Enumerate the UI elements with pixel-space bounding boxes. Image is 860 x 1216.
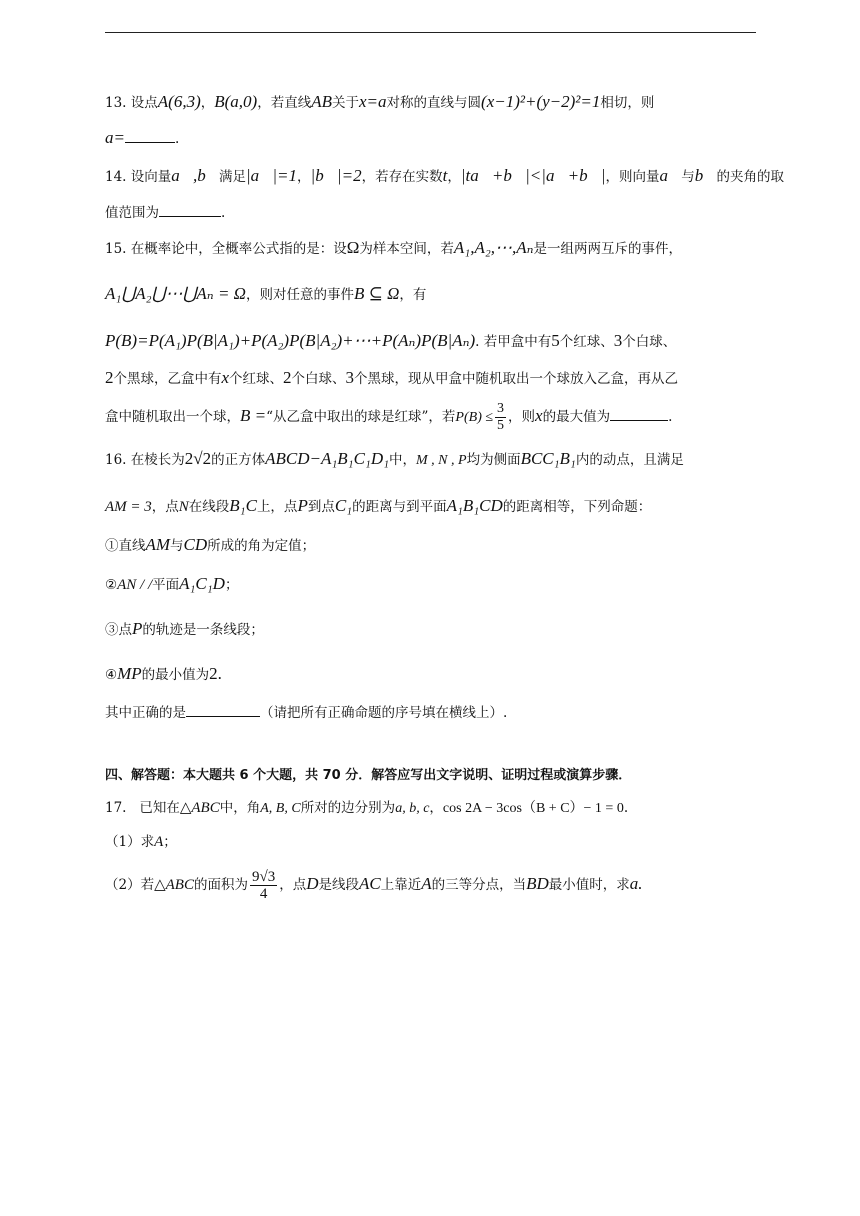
- proposition-3: ③点P的轨迹是一条线段；: [105, 619, 264, 638]
- q15-line1: 15. 在概率论中，全概率公式指的是：设Ω为样本空间，若A₁,A₂,⋯,Aₙ是一组两两互斥的事件，: [105, 238, 683, 257]
- q17-part2: （2）若△ABC的面积为 $\frac{9√3}{4}$ ，点D是线段AC上靠近A的三等分点，当BD最小值时，求a.: [105, 869, 643, 902]
- q16-number: 16.: [105, 452, 127, 468]
- q13-number: 13.: [105, 95, 127, 111]
- fraction: $\frac{3}{5}$: [497, 401, 505, 433]
- q16-line2: AM = 3，点N在线段B₁C上，点P到点C₁的距离与到平面A₁B₁CD的距离相等，下列命题：: [105, 496, 652, 515]
- answer-blank[interactable]: [159, 202, 221, 217]
- q14-number: 14.: [105, 169, 127, 185]
- answer-blank[interactable]: [610, 406, 668, 421]
- equation: cos 2A − 3cos（B + C）− 1 = 0: [442, 801, 624, 816]
- q17-number: 17.: [105, 800, 127, 816]
- total-probability-formula: P(B)=P(A₁)P(B|A₁)+P(A₂)P(B|A₂)+⋯+P(Aₙ)P(B|Aₙ): [105, 331, 476, 350]
- proposition-2: ②AN / /平面A₁C₁D；: [105, 574, 239, 593]
- answer-blank[interactable]: [186, 702, 260, 717]
- q13-line2: a= .: [105, 128, 180, 147]
- q15-line5: 盒中随机取出一个球，B =“从乙盒中取出的球是红球”，若P(B) ≤ $\frac{3}{5}$ ，则x的最大值为 .: [105, 401, 673, 433]
- proposition-1: ①直线AM与CD所成的角为定值；: [105, 535, 316, 554]
- q17-part1: （1）求A；: [105, 834, 177, 850]
- section-4-heading: 四、解答题：本大题共 6 个大题，共 70 分．解答应写出文字说明、证明过程或演算步骤．: [105, 768, 632, 783]
- circle-equation: (x−1)²+(y−2)²=1: [481, 92, 601, 111]
- answer-blank[interactable]: [125, 128, 175, 143]
- q15-line3: P(B)=P(A₁)P(B|A₁)+P(A₂)P(B|A₂)+⋯+P(Aₙ)P(B|Aₙ). 若甲盒中有5个红球、3个白球、: [105, 331, 677, 350]
- q13-line1: 13. 设点A(6,3)，B(a,0)，若直线AB关于x=a对称的直线与圆(x−1)²+(y−2)²=1相切，则: [105, 92, 655, 111]
- q14-line1: 14. 设向量a⃗,b⃗满足|a⃗|=1，|b⃗|=2，若存在实数t，|ta⃗+b⃗|<|a⃗+b⃗|，则向量a⃗与b⃗的夹角的取: [105, 166, 785, 185]
- q17-line1: 17. 已知在△ABC中，角A, B, C所对的边分别为a, b, c，cos 2A − 3cos（B + C）− 1 = 0.: [105, 800, 629, 816]
- q15-number: 15.: [105, 241, 127, 257]
- q16-line1: 16. 在棱长为2√2的正方体ABCD−A₁B₁C₁D₁中，M , N , P均为侧面BCC₁B₁内的动点，且满足: [105, 449, 684, 468]
- proposition-4: ④MP的最小值为2.: [105, 664, 222, 683]
- header-rule: [105, 32, 756, 33]
- area-fraction: $\frac{9√3}{4}$: [251, 869, 276, 902]
- q15-line4: 2个黑球，乙盒中有x个红球、2个白球、3个黑球，现从甲盒中随机取出一个球放入乙盒，再从乙: [105, 368, 679, 387]
- q15-line2: A₁⋃A₂⋃⋯⋃Aₙ = Ω，则对任意的事件B ⊆ Ω，有: [105, 284, 427, 303]
- q14-line2: 值范围为 .: [105, 202, 756, 223]
- q16-answer-line: 其中正确的是 （请把所有正确命题的序号填在横线上）.: [105, 702, 756, 723]
